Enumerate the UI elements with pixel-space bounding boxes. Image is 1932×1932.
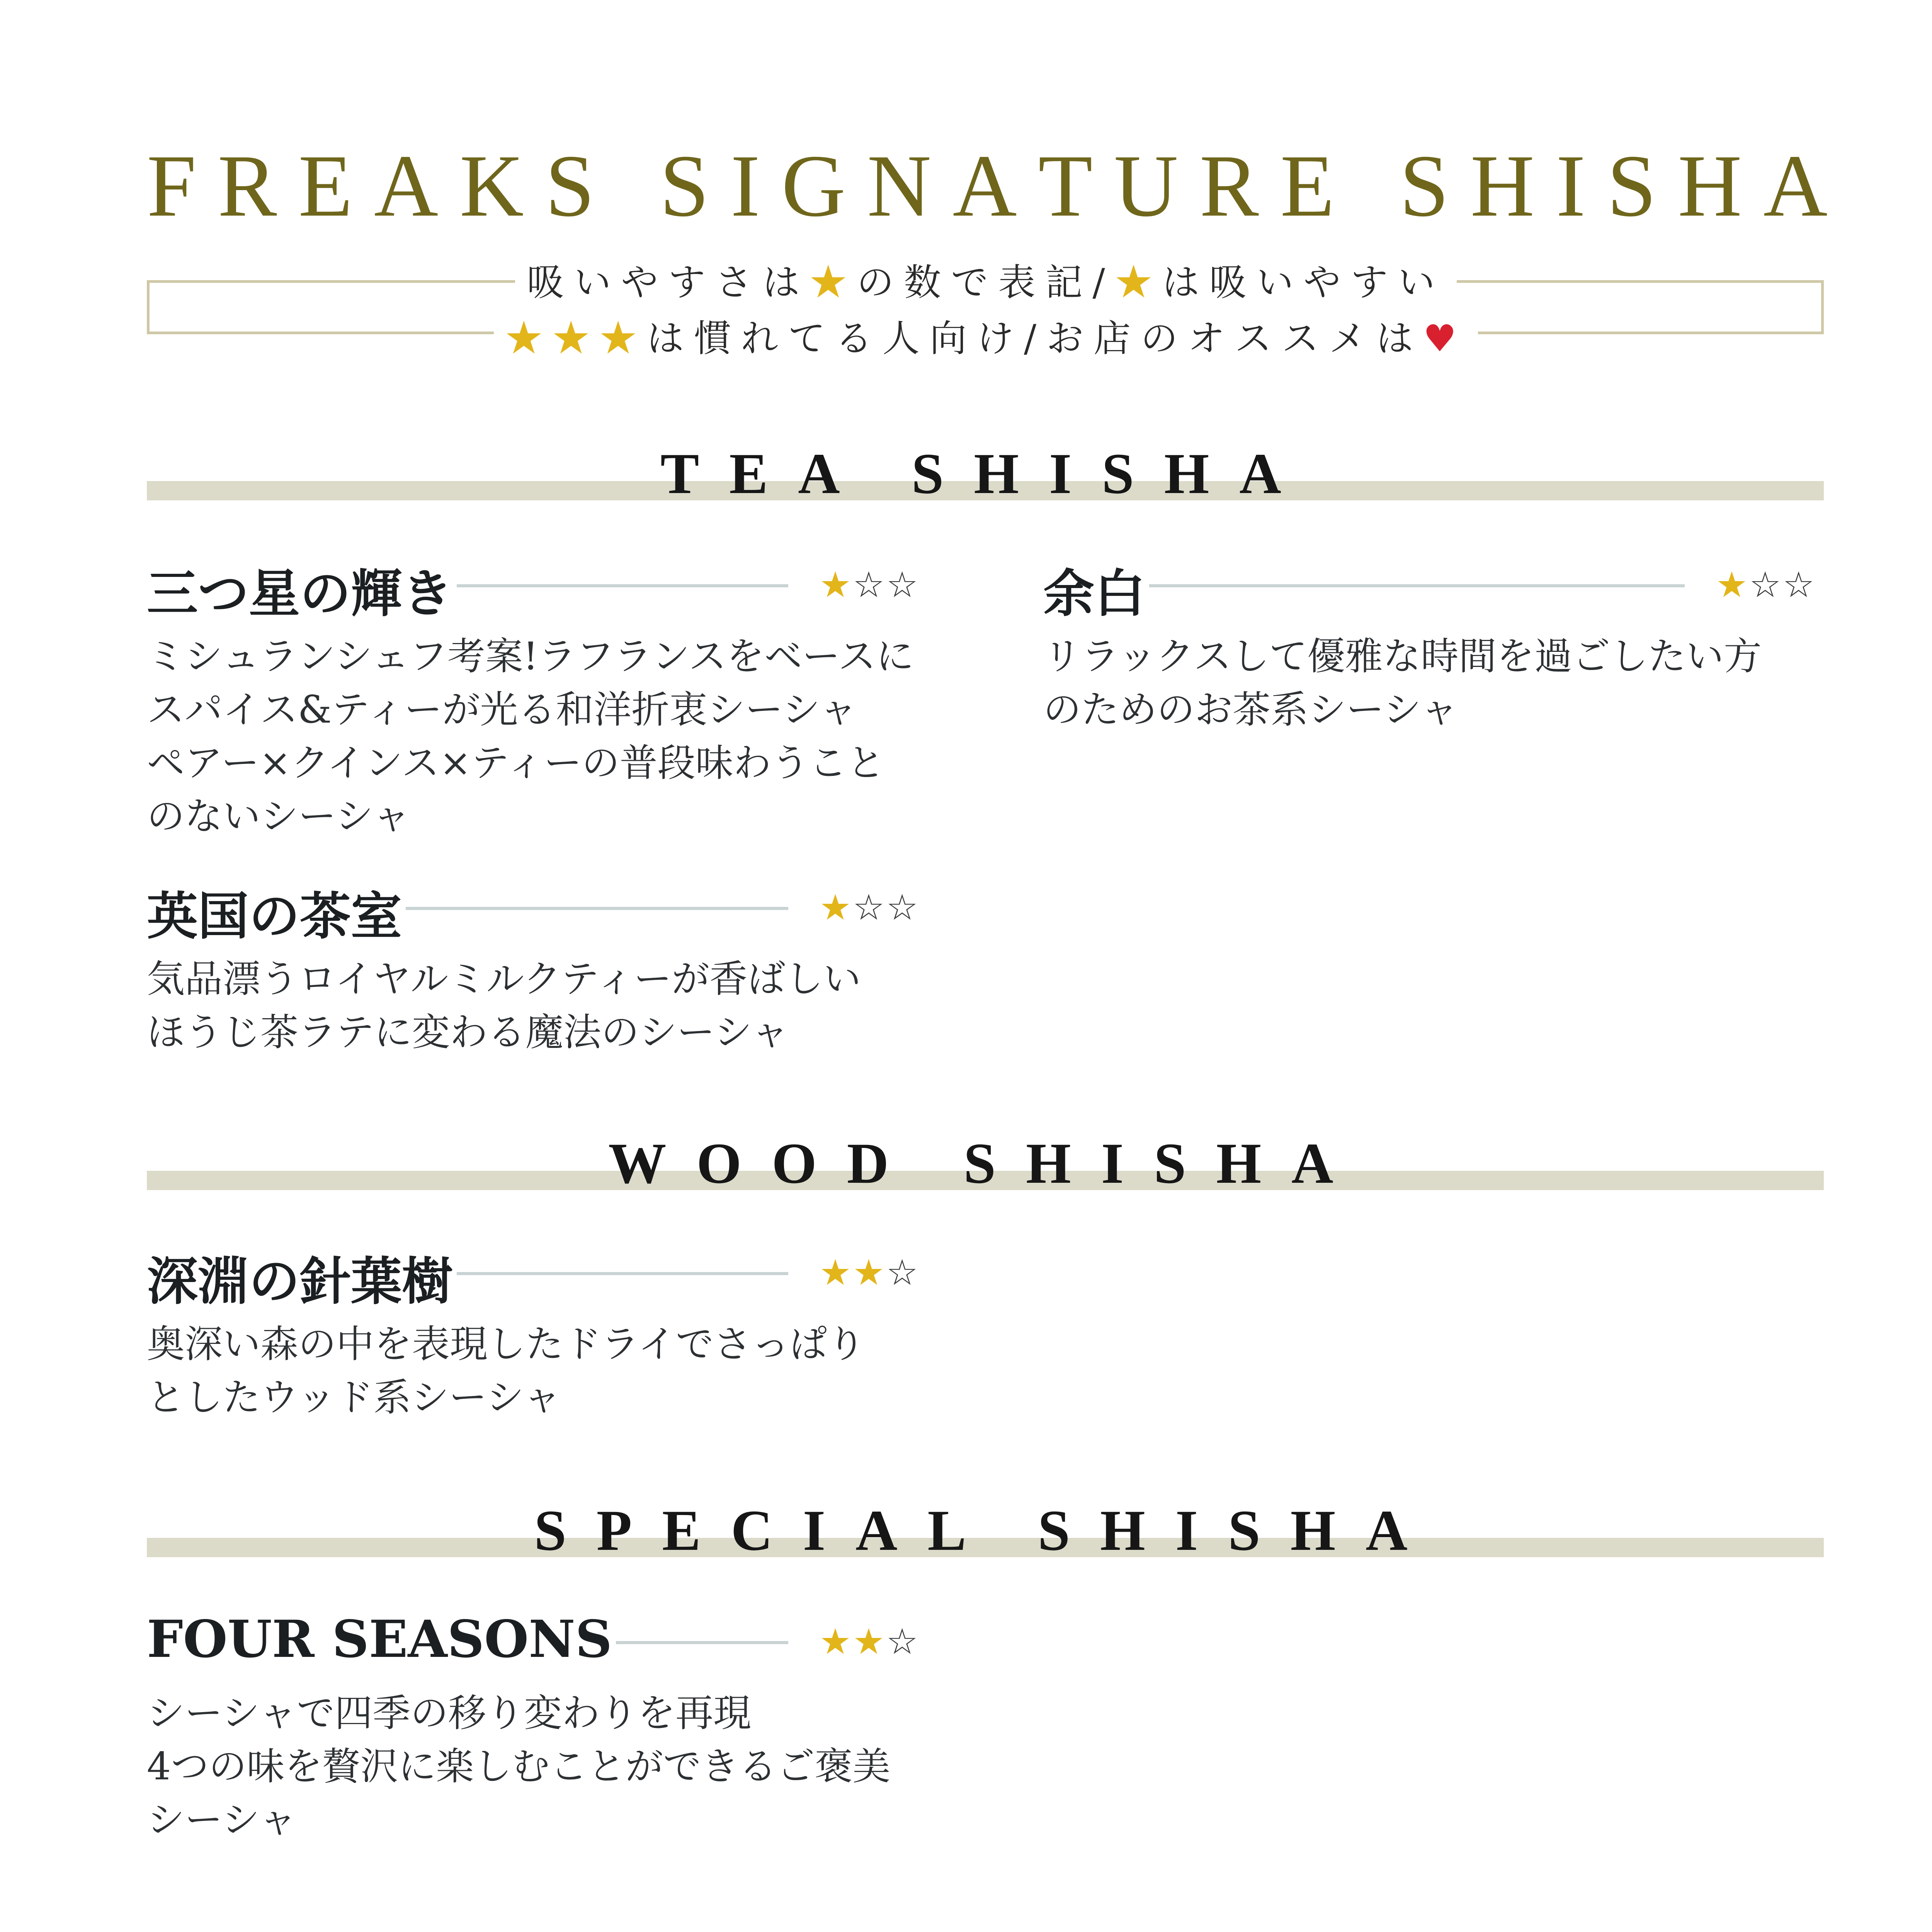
item-header — [1043, 553, 1816, 622]
item-name: 余白 — [1043, 553, 1149, 626]
title-letter: F — [147, 136, 196, 235]
title-letter: T — [1038, 136, 1093, 235]
item-name: FOUR SEASONS — [147, 1609, 616, 1669]
menu-item — [147, 553, 920, 843]
item-header — [147, 1240, 920, 1310]
title-letter — [616, 134, 638, 237]
title-letter: A — [1763, 136, 1828, 235]
title-letter: A — [374, 136, 439, 235]
item-rating — [820, 1621, 920, 1662]
star-icon: ★★★ — [505, 317, 647, 360]
legend-text-2b: は慣れてる人向け/お店のオススメは — [646, 317, 1423, 360]
star-icon: ★ — [1115, 261, 1162, 304]
item-header — [147, 553, 920, 622]
star-icon: ★ — [819, 564, 853, 605]
title-letter — [1356, 134, 1378, 237]
description-line: 気品漂うロイヤルミルクティーが香ばしい — [147, 957, 861, 1001]
item-description — [147, 630, 920, 843]
item-rating — [820, 564, 920, 605]
star-outline-icon: ☆ — [853, 887, 886, 928]
star-outline-icon: ☆ — [886, 887, 920, 928]
description-line: シーシャ — [147, 1798, 297, 1842]
description-line: ミシュランシェフ考案!ラフランスをベースに — [147, 634, 914, 679]
title-letter: K — [459, 136, 524, 235]
title-letter: I — [1556, 136, 1586, 235]
title-letter: S — [660, 136, 709, 235]
item-name: 三つ星の輝き — [147, 553, 457, 626]
title-letter: E — [298, 136, 353, 235]
star-outline-icon: ☆ — [853, 564, 886, 605]
section-title-tea: TEA SHISHA — [660, 442, 1311, 506]
description-line: スパイス&ティーが光る和洋折衷シーシャ — [147, 688, 857, 732]
description-line: のためのお茶系シーシャ — [1043, 688, 1459, 732]
title-letter: H — [1470, 136, 1535, 235]
item-header — [147, 1609, 920, 1679]
star-outline-icon: ☆ — [886, 1621, 920, 1662]
item-name: 深淵の針葉樹 — [147, 1240, 457, 1314]
title-letter: I — [730, 136, 760, 235]
description-line: リラックスして優雅な時間を過ごしたい方 — [1043, 634, 1762, 679]
menu-item — [147, 1240, 920, 1424]
menu-item — [147, 875, 920, 1059]
item-rating — [820, 1252, 920, 1293]
legend-line-1 — [0, 253, 1932, 306]
title-letter: R — [1199, 136, 1259, 235]
item-description — [147, 1687, 920, 1847]
item-rating — [820, 887, 920, 928]
menu-item — [1043, 553, 1816, 736]
star-outline-icon: ☆ — [886, 564, 920, 605]
heart-icon: ♥ — [1423, 317, 1467, 360]
section-title-wood: WOOD SHISHA — [608, 1131, 1364, 1196]
star-icon: ★ — [819, 1252, 853, 1293]
legend-line-2 — [0, 309, 1932, 362]
description-line: ペアー×クインス×ティーの普段味わうこと — [147, 741, 885, 785]
item-description — [1043, 630, 1816, 736]
section-title-special: SPECIAL SHISHA — [534, 1498, 1438, 1563]
title-letter: N — [867, 136, 932, 235]
description-line: 4つの味を贅沢に楽しむことができるご褒美 — [147, 1745, 891, 1789]
description-line: としたウッド系シーシャ — [147, 1376, 561, 1420]
star-icon: ★ — [810, 261, 857, 304]
item-header — [147, 875, 920, 945]
title-letter: U — [1114, 136, 1179, 235]
star-outline-icon: ☆ — [1749, 564, 1783, 605]
title-letter: E — [1280, 136, 1335, 235]
title-letter: S — [1400, 136, 1449, 235]
title-letter: S — [1607, 136, 1656, 235]
page-title — [147, 135, 1828, 236]
item-name: 英国の茶室 — [147, 875, 406, 949]
item-description — [147, 1318, 920, 1424]
item-rating — [1716, 564, 1816, 605]
legend-text-1b: の数で表記/ — [857, 261, 1115, 304]
item-description — [147, 952, 920, 1059]
star-icon: ★ — [819, 1621, 853, 1662]
star-outline-icon: ☆ — [886, 1252, 920, 1293]
star-icon: ★ — [819, 887, 853, 928]
title-letter: A — [952, 136, 1017, 235]
title-letter: R — [218, 136, 277, 235]
menu-item — [147, 1609, 920, 1847]
description-line: のないシーシャ — [147, 794, 411, 838]
title-letter: G — [781, 136, 846, 235]
legend-text-1a: 吸いやすさは — [527, 261, 810, 304]
star-icon: ★ — [853, 1621, 886, 1662]
title-letter: S — [545, 136, 595, 235]
star-outline-icon: ☆ — [1782, 564, 1816, 605]
description-line: 奥深い森の中を表現したドライでさっぱり — [147, 1322, 866, 1366]
description-line: シーシャで四季の移り変わりを再現 — [147, 1691, 752, 1735]
star-icon: ★ — [853, 1252, 886, 1293]
legend-text-1c: は吸いやすい — [1162, 261, 1445, 304]
title-letter: H — [1678, 136, 1742, 235]
star-icon: ★ — [1716, 564, 1750, 605]
description-line: ほうじ茶ラテに変わる魔法のシーシャ — [147, 1010, 789, 1054]
